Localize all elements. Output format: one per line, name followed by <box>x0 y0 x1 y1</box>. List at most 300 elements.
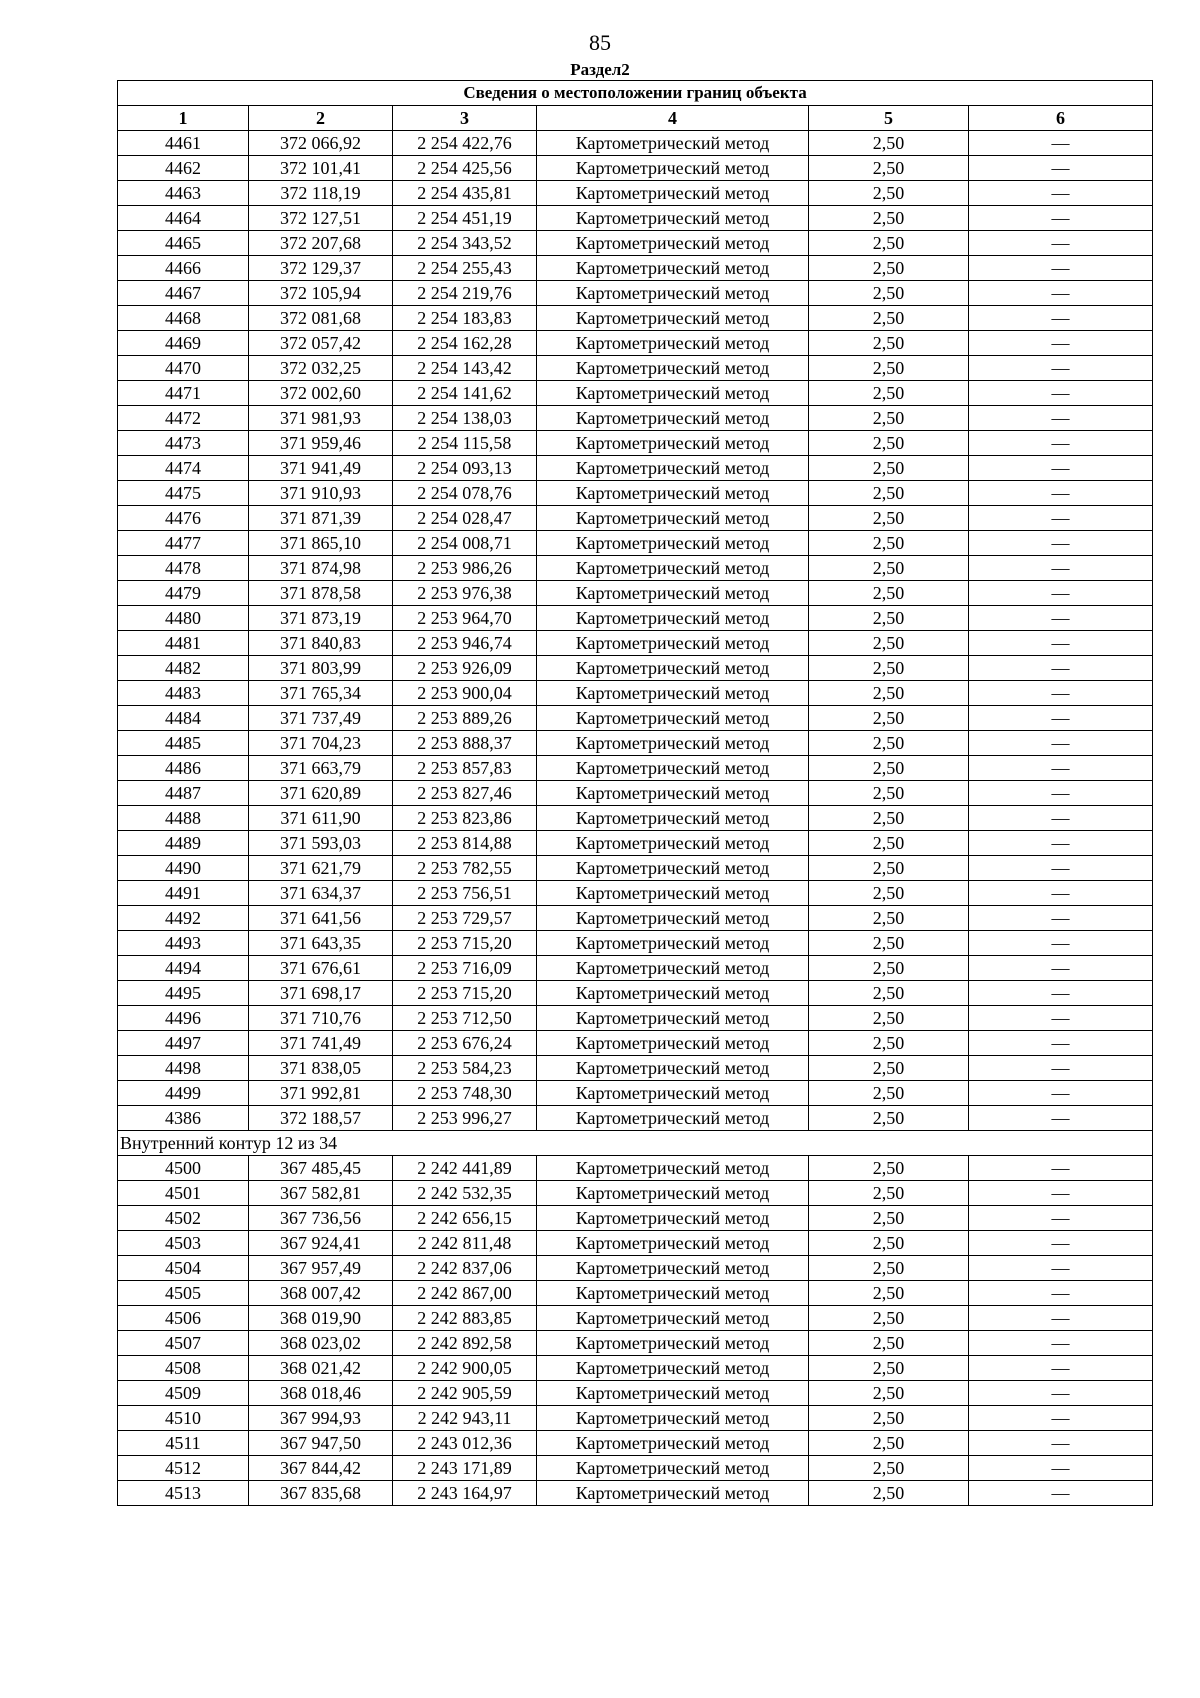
accuracy-cell: 2,50 <box>809 806 969 831</box>
method-cell: Картометрический метод <box>537 731 809 756</box>
method-cell: Картометрический метод <box>537 906 809 931</box>
x-coordinate-cell: 371 621,79 <box>249 856 393 881</box>
method-cell: Картометрический метод <box>537 781 809 806</box>
description-cell: — <box>969 1281 1153 1306</box>
x-coordinate-cell: 368 018,46 <box>249 1381 393 1406</box>
accuracy-cell: 2,50 <box>809 256 969 281</box>
point-number-cell: 4482 <box>118 656 249 681</box>
table-row <box>118 681 1153 706</box>
point-number-cell: 4493 <box>118 931 249 956</box>
table-row <box>118 406 1153 431</box>
description-cell: — <box>969 156 1153 181</box>
description-cell: — <box>969 1431 1153 1456</box>
point-number-cell: 4477 <box>118 531 249 556</box>
x-coordinate-cell: 367 844,42 <box>249 1456 393 1481</box>
accuracy-cell: 2,50 <box>809 1456 969 1481</box>
accuracy-cell: 2,50 <box>809 1181 969 1206</box>
x-coordinate-cell: 372 101,41 <box>249 156 393 181</box>
x-coordinate-cell: 371 878,58 <box>249 581 393 606</box>
x-coordinate-cell: 372 081,68 <box>249 306 393 331</box>
accuracy-cell: 2,50 <box>809 1156 969 1181</box>
y-coordinate-cell: 2 253 926,09 <box>393 656 537 681</box>
description-cell: — <box>969 881 1153 906</box>
y-coordinate-cell: 2 254 343,52 <box>393 231 537 256</box>
accuracy-cell: 2,50 <box>809 1281 969 1306</box>
description-cell: — <box>969 406 1153 431</box>
accuracy-cell: 2,50 <box>809 481 969 506</box>
accuracy-cell: 2,50 <box>809 756 969 781</box>
x-coordinate-cell: 371 765,34 <box>249 681 393 706</box>
x-coordinate-cell: 371 838,05 <box>249 1056 393 1081</box>
x-coordinate-cell: 371 959,46 <box>249 431 393 456</box>
description-cell: — <box>969 1156 1153 1181</box>
description-cell: — <box>969 356 1153 381</box>
point-number-cell: 4500 <box>118 1156 249 1181</box>
x-coordinate-cell: 367 736,56 <box>249 1206 393 1231</box>
x-coordinate-cell: 371 704,23 <box>249 731 393 756</box>
x-coordinate-cell: 368 019,90 <box>249 1306 393 1331</box>
point-number-cell: 4501 <box>118 1181 249 1206</box>
description-cell: — <box>969 481 1153 506</box>
accuracy-cell: 2,50 <box>809 1031 969 1056</box>
accuracy-cell: 2,50 <box>809 1381 969 1406</box>
y-coordinate-cell: 2 242 905,59 <box>393 1381 537 1406</box>
x-coordinate-cell: 371 992,81 <box>249 1081 393 1106</box>
point-number-cell: 4464 <box>118 206 249 231</box>
table-row <box>118 1156 1153 1181</box>
table-row <box>118 706 1153 731</box>
table-row <box>118 1456 1153 1481</box>
x-coordinate-cell: 372 207,68 <box>249 231 393 256</box>
point-number-cell: 4491 <box>118 881 249 906</box>
accuracy-cell: 2,50 <box>809 431 969 456</box>
x-coordinate-cell: 367 947,50 <box>249 1431 393 1456</box>
table-row <box>118 931 1153 956</box>
x-coordinate-cell: 371 593,03 <box>249 831 393 856</box>
accuracy-cell: 2,50 <box>809 606 969 631</box>
description-cell: — <box>969 531 1153 556</box>
method-cell: Картометрический метод <box>537 656 809 681</box>
y-coordinate-cell: 2 253 857,83 <box>393 756 537 781</box>
method-cell: Картометрический метод <box>537 881 809 906</box>
y-coordinate-cell: 2 254 028,47 <box>393 506 537 531</box>
description-cell: — <box>969 1081 1153 1106</box>
table-row <box>118 231 1153 256</box>
y-coordinate-cell: 2 254 422,76 <box>393 131 537 156</box>
accuracy-cell: 2,50 <box>809 1356 969 1381</box>
method-cell: Картометрический метод <box>537 506 809 531</box>
method-cell: Картометрический метод <box>537 956 809 981</box>
x-coordinate-cell: 367 994,93 <box>249 1406 393 1431</box>
x-coordinate-cell: 372 105,94 <box>249 281 393 306</box>
method-cell: Картометрический метод <box>537 1031 809 1056</box>
y-coordinate-cell: 2 253 976,38 <box>393 581 537 606</box>
y-coordinate-cell: 2 253 964,70 <box>393 606 537 631</box>
accuracy-cell: 2,50 <box>809 406 969 431</box>
y-coordinate-cell: 2 242 943,11 <box>393 1406 537 1431</box>
method-cell: Картометрический метод <box>537 1381 809 1406</box>
accuracy-cell: 2,50 <box>809 656 969 681</box>
table-row <box>118 331 1153 356</box>
description-cell: — <box>969 1381 1153 1406</box>
point-number-cell: 4462 <box>118 156 249 181</box>
method-cell: Картометрический метод <box>537 1106 809 1131</box>
method-cell: Картометрический метод <box>537 131 809 156</box>
description-cell: — <box>969 956 1153 981</box>
description-cell: — <box>969 606 1153 631</box>
y-coordinate-cell: 2 242 867,00 <box>393 1281 537 1306</box>
y-coordinate-cell: 2 242 656,15 <box>393 1206 537 1231</box>
method-cell: Картометрический метод <box>537 1306 809 1331</box>
y-coordinate-cell: 2 243 164,97 <box>393 1481 537 1506</box>
method-cell: Картометрический метод <box>537 1481 809 1506</box>
method-cell: Картометрический метод <box>537 1281 809 1306</box>
x-coordinate-cell: 371 981,93 <box>249 406 393 431</box>
point-number-cell: 4481 <box>118 631 249 656</box>
table-row <box>118 306 1153 331</box>
table-row <box>118 1481 1153 1506</box>
method-cell: Картометрический метод <box>537 1206 809 1231</box>
x-coordinate-cell: 371 737,49 <box>249 706 393 731</box>
table-caption-row <box>118 81 1153 106</box>
accuracy-cell: 2,50 <box>809 631 969 656</box>
x-coordinate-cell: 367 924,41 <box>249 1231 393 1256</box>
accuracy-cell: 2,50 <box>809 556 969 581</box>
description-cell: — <box>969 781 1153 806</box>
section-row <box>118 1131 1153 1156</box>
point-number-cell: 4486 <box>118 756 249 781</box>
y-coordinate-cell: 2 253 716,09 <box>393 956 537 981</box>
method-cell: Картометрический метод <box>537 706 809 731</box>
method-cell: Картометрический метод <box>537 331 809 356</box>
accuracy-cell: 2,50 <box>809 206 969 231</box>
accuracy-cell: 2,50 <box>809 881 969 906</box>
point-number-cell: 4510 <box>118 1406 249 1431</box>
table-row <box>118 1306 1153 1331</box>
method-cell: Картометрический метод <box>537 1256 809 1281</box>
y-coordinate-cell: 2 254 138,03 <box>393 406 537 431</box>
x-coordinate-cell: 371 865,10 <box>249 531 393 556</box>
accuracy-cell: 2,50 <box>809 1006 969 1031</box>
point-number-cell: 4489 <box>118 831 249 856</box>
point-number-cell: 4474 <box>118 456 249 481</box>
point-number-cell: 4466 <box>118 256 249 281</box>
table-row <box>118 1231 1153 1256</box>
y-coordinate-cell: 2 254 143,42 <box>393 356 537 381</box>
accuracy-cell: 2,50 <box>809 306 969 331</box>
point-number-cell: 4473 <box>118 431 249 456</box>
point-number-cell: 4490 <box>118 856 249 881</box>
method-cell: Картометрический метод <box>537 531 809 556</box>
method-cell: Картометрический метод <box>537 981 809 1006</box>
accuracy-cell: 2,50 <box>809 1256 969 1281</box>
x-coordinate-cell: 372 188,57 <box>249 1106 393 1131</box>
method-cell: Картометрический метод <box>537 831 809 856</box>
description-cell: — <box>969 656 1153 681</box>
page-number: 85 <box>589 30 611 55</box>
table-row <box>118 456 1153 481</box>
description-cell: — <box>969 681 1153 706</box>
table-row <box>118 606 1153 631</box>
description-cell: — <box>969 256 1153 281</box>
x-coordinate-cell: 372 127,51 <box>249 206 393 231</box>
description-cell: — <box>969 931 1153 956</box>
description-cell: — <box>969 1456 1153 1481</box>
accuracy-cell: 2,50 <box>809 706 969 731</box>
table-row <box>118 1181 1153 1206</box>
y-coordinate-cell: 2 254 425,56 <box>393 156 537 181</box>
table-row <box>118 631 1153 656</box>
table-row <box>118 781 1153 806</box>
method-cell: Картометрический метод <box>537 606 809 631</box>
method-cell: Картометрический метод <box>537 681 809 706</box>
x-coordinate-cell: 372 118,19 <box>249 181 393 206</box>
y-coordinate-cell: 2 242 892,58 <box>393 1331 537 1356</box>
section-label: Внутренний контур 12 из 34 <box>118 1131 1153 1156</box>
y-coordinate-cell: 2 253 748,30 <box>393 1081 537 1106</box>
x-coordinate-cell: 371 710,76 <box>249 1006 393 1031</box>
accuracy-cell: 2,50 <box>809 1206 969 1231</box>
table-row <box>118 206 1153 231</box>
point-number-cell: 4468 <box>118 306 249 331</box>
y-coordinate-cell: 2 254 435,81 <box>393 181 537 206</box>
y-coordinate-cell: 2 253 889,26 <box>393 706 537 731</box>
method-cell: Картометрический метод <box>537 406 809 431</box>
description-cell: — <box>969 706 1153 731</box>
description-cell: — <box>969 431 1153 456</box>
method-cell: Картометрический метод <box>537 1406 809 1431</box>
x-coordinate-cell: 371 803,99 <box>249 656 393 681</box>
method-cell: Картометрический метод <box>537 431 809 456</box>
description-cell: — <box>969 1331 1153 1356</box>
description-cell: — <box>969 1106 1153 1131</box>
x-coordinate-cell: 371 698,17 <box>249 981 393 1006</box>
method-cell: Картометрический метод <box>537 306 809 331</box>
point-number-cell: 4513 <box>118 1481 249 1506</box>
method-cell: Картометрический метод <box>537 756 809 781</box>
description-cell: — <box>969 1206 1153 1231</box>
point-number-cell: 4506 <box>118 1306 249 1331</box>
table-row <box>118 1356 1153 1381</box>
method-cell: Картометрический метод <box>537 1356 809 1381</box>
accuracy-cell: 2,50 <box>809 131 969 156</box>
table-row <box>118 1406 1153 1431</box>
table-row <box>118 1431 1153 1456</box>
x-coordinate-cell: 367 582,81 <box>249 1181 393 1206</box>
method-cell: Картометрический метод <box>537 156 809 181</box>
table-row <box>118 531 1153 556</box>
y-coordinate-cell: 2 242 441,89 <box>393 1156 537 1181</box>
table-row <box>118 1106 1153 1131</box>
y-coordinate-cell: 2 253 729,57 <box>393 906 537 931</box>
x-coordinate-cell: 371 643,35 <box>249 931 393 956</box>
y-coordinate-cell: 2 253 715,20 <box>393 931 537 956</box>
x-coordinate-cell: 372 129,37 <box>249 256 393 281</box>
point-number-cell: 4476 <box>118 506 249 531</box>
accuracy-cell: 2,50 <box>809 956 969 981</box>
point-number-cell: 4478 <box>118 556 249 581</box>
table-row <box>118 1006 1153 1031</box>
point-number-cell: 4498 <box>118 1056 249 1081</box>
accuracy-cell: 2,50 <box>809 1431 969 1456</box>
y-coordinate-cell: 2 253 814,88 <box>393 831 537 856</box>
table-row <box>118 1331 1153 1356</box>
x-coordinate-cell: 371 620,89 <box>249 781 393 806</box>
point-number-cell: 4485 <box>118 731 249 756</box>
table-row <box>118 981 1153 1006</box>
accuracy-cell: 2,50 <box>809 981 969 1006</box>
method-cell: Картометрический метод <box>537 1231 809 1256</box>
method-cell: Картометрический метод <box>537 856 809 881</box>
y-coordinate-cell: 2 254 115,58 <box>393 431 537 456</box>
x-coordinate-cell: 371 663,79 <box>249 756 393 781</box>
method-cell: Картометрический метод <box>537 631 809 656</box>
table-row <box>118 181 1153 206</box>
point-number-cell: 4497 <box>118 1031 249 1056</box>
table-row <box>118 556 1153 581</box>
table-row <box>118 1081 1153 1106</box>
y-coordinate-cell: 2 253 823,86 <box>393 806 537 831</box>
y-coordinate-cell: 2 253 584,23 <box>393 1056 537 1081</box>
accuracy-cell: 2,50 <box>809 1231 969 1256</box>
table-row <box>118 431 1153 456</box>
boundary-coordinates-table <box>117 80 1153 1506</box>
y-coordinate-cell: 2 253 676,24 <box>393 1031 537 1056</box>
description-cell: — <box>969 206 1153 231</box>
accuracy-cell: 2,50 <box>809 856 969 881</box>
description-cell: — <box>969 181 1153 206</box>
y-coordinate-cell: 2 253 986,26 <box>393 556 537 581</box>
method-cell: Картометрический метод <box>537 231 809 256</box>
x-coordinate-cell: 368 007,42 <box>249 1281 393 1306</box>
accuracy-cell: 2,50 <box>809 781 969 806</box>
description-cell: — <box>969 556 1153 581</box>
x-coordinate-cell: 372 066,92 <box>249 131 393 156</box>
point-number-cell: 4512 <box>118 1456 249 1481</box>
point-number-cell: 4469 <box>118 331 249 356</box>
description-cell: — <box>969 906 1153 931</box>
point-number-cell: 4499 <box>118 1081 249 1106</box>
method-cell: Картометрический метод <box>537 1431 809 1456</box>
point-number-cell: 4507 <box>118 1331 249 1356</box>
description-cell: — <box>969 631 1153 656</box>
column-number: 6 <box>969 106 1153 131</box>
description-cell: — <box>969 806 1153 831</box>
y-coordinate-cell: 2 253 827,46 <box>393 781 537 806</box>
point-number-cell: 4488 <box>118 806 249 831</box>
description-cell: — <box>969 281 1153 306</box>
section-title: Раздел2 <box>570 60 630 79</box>
point-number-cell: 4467 <box>118 281 249 306</box>
y-coordinate-cell: 2 254 255,43 <box>393 256 537 281</box>
point-number-cell: 4479 <box>118 581 249 606</box>
y-coordinate-cell: 2 253 888,37 <box>393 731 537 756</box>
method-cell: Картометрический метод <box>537 1181 809 1206</box>
x-coordinate-cell: 367 485,45 <box>249 1156 393 1181</box>
description-cell: — <box>969 231 1153 256</box>
description-cell: — <box>969 1406 1153 1431</box>
y-coordinate-cell: 2 243 171,89 <box>393 1456 537 1481</box>
description-cell: — <box>969 1031 1153 1056</box>
x-coordinate-cell: 371 941,49 <box>249 456 393 481</box>
accuracy-cell: 2,50 <box>809 231 969 256</box>
table-row <box>118 656 1153 681</box>
y-coordinate-cell: 2 254 162,28 <box>393 331 537 356</box>
accuracy-cell: 2,50 <box>809 1056 969 1081</box>
table-row <box>118 831 1153 856</box>
description-cell: — <box>969 756 1153 781</box>
x-coordinate-cell: 371 741,49 <box>249 1031 393 1056</box>
y-coordinate-cell: 2 253 712,50 <box>393 1006 537 1031</box>
description-cell: — <box>969 1056 1153 1081</box>
point-number-cell: 4503 <box>118 1231 249 1256</box>
table-row <box>118 1056 1153 1081</box>
point-number-cell: 4480 <box>118 606 249 631</box>
accuracy-cell: 2,50 <box>809 181 969 206</box>
accuracy-cell: 2,50 <box>809 1406 969 1431</box>
point-number-cell: 4472 <box>118 406 249 431</box>
accuracy-cell: 2,50 <box>809 506 969 531</box>
x-coordinate-cell: 371 840,83 <box>249 631 393 656</box>
description-cell: — <box>969 1256 1153 1281</box>
method-cell: Картометрический метод <box>537 356 809 381</box>
accuracy-cell: 2,50 <box>809 681 969 706</box>
table-row <box>118 756 1153 781</box>
column-number: 5 <box>809 106 969 131</box>
point-number-cell: 4465 <box>118 231 249 256</box>
x-coordinate-cell: 368 021,42 <box>249 1356 393 1381</box>
method-cell: Картометрический метод <box>537 1006 809 1031</box>
table-row <box>118 1381 1153 1406</box>
y-coordinate-cell: 2 253 756,51 <box>393 881 537 906</box>
description-cell: — <box>969 456 1153 481</box>
point-number-cell: 4470 <box>118 356 249 381</box>
method-cell: Картометрический метод <box>537 206 809 231</box>
y-coordinate-cell: 2 242 900,05 <box>393 1356 537 1381</box>
method-cell: Картометрический метод <box>537 931 809 956</box>
table-row <box>118 906 1153 931</box>
method-cell: Картометрический метод <box>537 456 809 481</box>
point-number-cell: 4495 <box>118 981 249 1006</box>
x-coordinate-cell: 372 057,42 <box>249 331 393 356</box>
y-coordinate-cell: 2 242 837,06 <box>393 1256 537 1281</box>
description-cell: — <box>969 506 1153 531</box>
description-cell: — <box>969 581 1153 606</box>
point-number-cell: 4502 <box>118 1206 249 1231</box>
y-coordinate-cell: 2 254 008,71 <box>393 531 537 556</box>
y-coordinate-cell: 2 254 183,83 <box>393 306 537 331</box>
table-row <box>118 156 1153 181</box>
point-number-cell: 4509 <box>118 1381 249 1406</box>
accuracy-cell: 2,50 <box>809 156 969 181</box>
point-number-cell: 4504 <box>118 1256 249 1281</box>
point-number-cell: 4483 <box>118 681 249 706</box>
description-cell: — <box>969 856 1153 881</box>
y-coordinate-cell: 2 254 093,13 <box>393 456 537 481</box>
y-coordinate-cell: 2 253 782,55 <box>393 856 537 881</box>
x-coordinate-cell: 371 910,93 <box>249 481 393 506</box>
point-number-cell: 4461 <box>118 131 249 156</box>
accuracy-cell: 2,50 <box>809 581 969 606</box>
x-coordinate-cell: 371 676,61 <box>249 956 393 981</box>
point-number-cell: 4496 <box>118 1006 249 1031</box>
point-number-cell: 4484 <box>118 706 249 731</box>
table-row <box>118 881 1153 906</box>
point-number-cell: 4494 <box>118 956 249 981</box>
accuracy-cell: 2,50 <box>809 331 969 356</box>
method-cell: Картометрический метод <box>537 281 809 306</box>
table-row <box>118 356 1153 381</box>
